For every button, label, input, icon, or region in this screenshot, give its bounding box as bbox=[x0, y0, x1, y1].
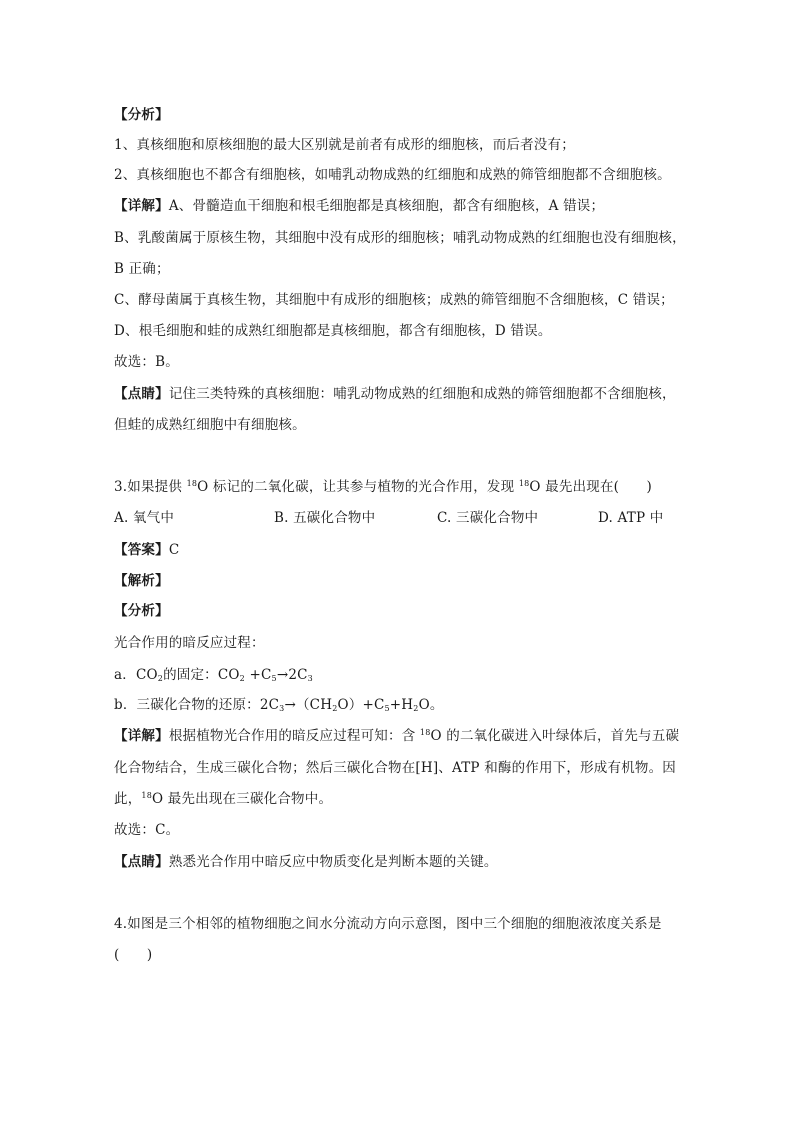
key-point-1-line1: 【点睛】记住三类特殊的真核细胞：哺乳动物成熟的红细胞和成熟的筛管细胞都不含细胞核， bbox=[114, 386, 676, 402]
detail-2-heading: 【详解】 bbox=[114, 728, 169, 744]
detail-2-line2: 化合物结合，生成三碳化合物；然后三碳化合物在[H]、ATP 和酶的作用下，形成有机物。因 bbox=[114, 760, 676, 776]
analysis-2-heading: 【分析】 bbox=[114, 603, 169, 619]
dark-reaction-intro: 光合作用的暗反应过程： bbox=[114, 635, 265, 651]
analysis-point-2: 2、真核细胞也不都含有细胞核，如哺乳动物成熟的红细胞和成熟的筛管细胞都不含细胞核。 bbox=[114, 167, 671, 183]
key-point-1-line2: 但蛙的成熟红细胞中有细胞核。 bbox=[114, 417, 306, 433]
question-3-stem: 3.如果提供 $^{18}$O 标记的二氧化碳，让其参与植物的光合作用，发现 $^{18}$O 最先出现在( ) bbox=[114, 479, 653, 495]
question-4-stem-line1: 4.如图是三个相邻的植物细胞之间水分流动方向示意图，图中三个细胞的细胞液浓度关系是 bbox=[114, 916, 662, 932]
choice-statement-1: 故选：B。 bbox=[114, 354, 179, 370]
option-b: B. 五碳化合物中 bbox=[274, 510, 376, 526]
detail-heading: 【详解】 bbox=[114, 198, 169, 214]
explanation-heading: 【解析】 bbox=[114, 573, 169, 589]
choice-statement-2: 故选：C。 bbox=[114, 822, 180, 838]
detail-option-c: C、酵母菌属于真核生物，其细胞中有成形的细胞核；成熟的筛管细胞不含细胞核，C 错误； bbox=[114, 292, 674, 308]
option-c: C. 三碳化合物中 bbox=[437, 510, 539, 526]
answer-heading: 【答案】 bbox=[114, 542, 169, 558]
detail-2-line3: 此，$^{18}$O 最先出现在三碳化合物中。 bbox=[114, 791, 333, 807]
option-d: D. ATP 中 bbox=[598, 510, 664, 526]
analysis-heading: 【分析】 bbox=[114, 107, 169, 123]
detail-option-d: D、根毛细胞和蛙的成熟红细胞都是真核细胞，都含有细胞核，D 错误。 bbox=[114, 323, 552, 339]
detail-option-a: 【详解】A、骨髓造血干细胞和根毛细胞都是真核细胞，都含有细胞核，A 错误； bbox=[114, 198, 605, 214]
answer-value: C bbox=[168, 542, 180, 558]
key-point-2: 【点睛】熟悉光合作用中暗反应中物质变化是判断本题的关键。 bbox=[114, 854, 498, 870]
key-point-heading: 【点睛】 bbox=[114, 386, 169, 402]
detail-2-line1: 【详解】根据植物光合作用的暗反应过程可知：含 $^{18}$O 的二氧化碳进入叶绿体后，首先与五碳 bbox=[114, 728, 680, 744]
c3-reduction-equation: b．三碳化合物的还原：$2C_3\to(CH_2O)+C_5+H_2O$。 bbox=[114, 697, 444, 713]
option-a: A. 氧气中 bbox=[114, 510, 175, 526]
answer-line bbox=[114, 539, 684, 561]
question-3-options bbox=[114, 507, 684, 529]
detail-option-b-line2: B 正确； bbox=[114, 261, 170, 277]
analysis-point-1: 1、真核细胞和原核细胞的最大区别就是前者有成形的细胞核，而后者没有； bbox=[114, 137, 575, 153]
detail-option-b-line1: B、乳酸菌属于原核生物，其细胞中没有成形的细胞核；哺乳动物成熟的红细胞也没有细胞核， bbox=[114, 230, 686, 246]
co2-fixation-equation: a．$CO_2$的固定：$CO_2 +C_5\to 2C_3$ bbox=[114, 667, 313, 683]
key-point-2-heading: 【点睛】 bbox=[114, 854, 169, 870]
question-4-stem-line2: ( ) bbox=[114, 947, 153, 963]
